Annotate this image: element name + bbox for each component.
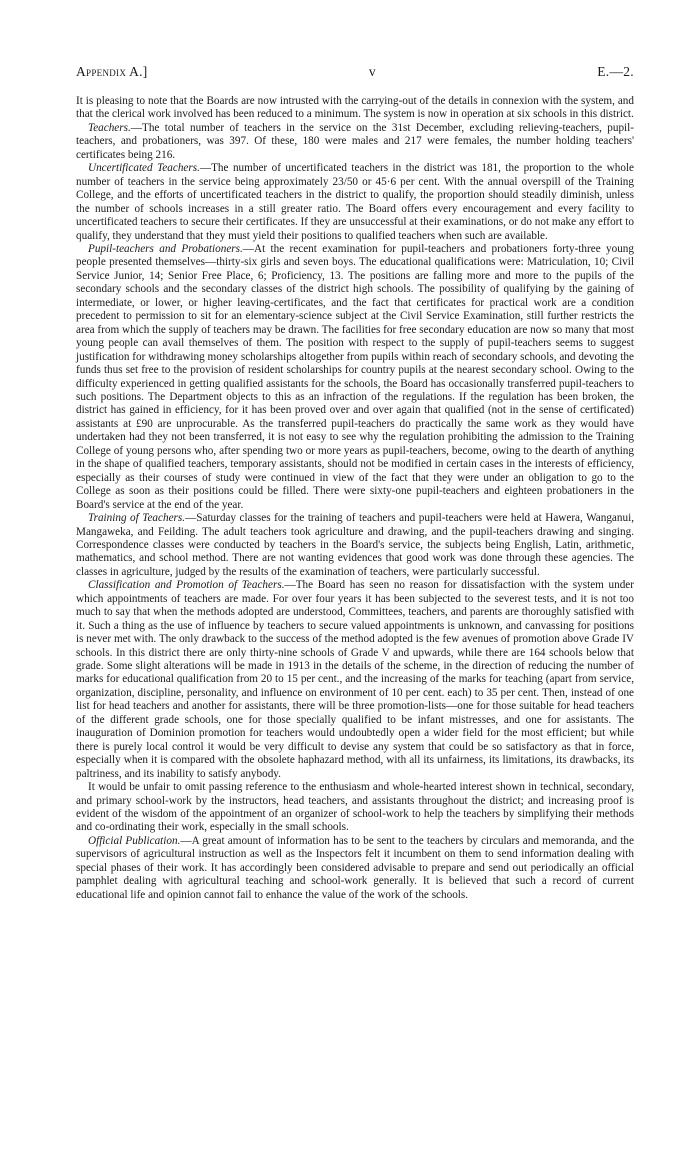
paragraph-text: —The total number of teachers in the service on the 31st December, excluding relieving-teachers, pupil-teachers, and probationers, was 397. Of these, 180 were males and 217 were females, the number holding teachers' certificates being 216. [76, 121, 634, 161]
paragraph-text: —At the recent examination for pupil-teachers and probationers forty-three young people presented themselves—thirty-six girls and seven boys. The educational qualifications were: Matriculation, 10; Civil Service Junior, 14; Senior Free Place, 6; Proficiency, 13. The positions are falling more and more to the pupils of the secondary schools and the secondary classes of the district high schools. The possibility of qualifying by the gaining of intermediate, or lower, or higher leaving-certificates, and the fact that certificates for practical work are a condition precedent to permission to sit for an elementary-science subject at the Civil Service Examination, still further restricts the area from which the supply of teachers may be drawn. The facilities for free secondary education are now so many that most young people can avail themselves of them. The position with respect to the supply of pupil-teachers seems to suggest justification for withdrawing money scholarships altogether from pupils within reach of secondary schools, and devoting the funds thus set free to the provision of resident scholarships for country pupils at the nearest secondary school. Owing to the difficulty experienced in getting qualified assistants for the schools, the Board has occasionally transferred pupil-teachers to such positions. The Department objects to this as an infraction of the regulations. If the regulation has been broken, the district has gained in efficiency, for it has been proved over and over again that qualified (not in the sense of certificated) assistants at £90 are unprocurable. As the transferred pupil-teachers do practically the same work as they would have undertaken had they not been transferred, it is not easy to see why the regulation prohibiting the admission to the Training College of young persons who, after spending two or more years as pupil-teachers, become, owing to the dearth of anything in the shape of qualified teachers, temporary assistants, should not be modified in certain cases in the interests of efficiency, especially as their courses of study were continued in view of the fact that they were under an obligation to go to the College as soon as their positions could be filled. There were sixty-one pupil-teachers and eighteen probationers in the Board's service at the end of the year. [76, 242, 634, 511]
paragraph [76, 512, 634, 579]
paragraph-text: It is pleasing to note that the Boards are now intrusted with the carrying-out of the details in connexion with the system, and that the clerical work involved has been reduced to a minimum. The system is now in operation at six schools in this district. [76, 95, 634, 121]
paragraph-text: —The number of uncertificated teachers in the district was 181, the proportion to the whole number of teachers in the service being approximately 23/50 or 45·6 per cent. With the annual overspill of the Training College, and the efforts of uncertificated teachers in the district to qualify, the proportion should steadily diminish, unless the number of schools increases in a still greater ratio. The Board offers every encouragement and every facility to uncertificated teachers to secure their certificates. If they are unsuccessful at their examinations, or do not make any effort to qualify, they understand that they must yield their positions to qualified teachers when such are available. [76, 162, 634, 242]
paragraph-text: It would be unfair to omit passing reference to the enthusiasm and whole-hearted interest shown in technical, secondary, and primary school-work by the instructors, head teachers, and assistants throughout the district; and increasing proof is evident of the wisdom of the appointment of an organizer of school-work to help the teachers by simplifying their methods and co-ordinating their work, especially in the small schools. [76, 781, 634, 834]
paragraph-heading: Training of Teachers. [88, 512, 186, 525]
body-text [76, 95, 634, 902]
paragraph [76, 781, 634, 835]
paragraph [76, 162, 634, 243]
running-header [76, 64, 634, 80]
paragraph-text: —Saturday classes for the training of teachers and pupil-teachers were held at Hawera, Wanganui, Mangaweka, and Feilding. The adult teachers took agriculture and drawing, and the pupil-teachers drawing and singing. Correspondence classes were conducted by teachers in the Board's service, the subjects being English, Latin, arithmetic, mathematics, and school method. There are not wanting evidences that good work was done through these agencies. The classes in agriculture, judged by the results of the examination of teachers, were particularly successful. [76, 512, 634, 578]
paragraph [76, 243, 634, 512]
header-document-code: E.—2. [597, 64, 634, 79]
paragraph [76, 122, 634, 162]
paragraph [76, 95, 634, 122]
header-page-number: v [368, 64, 376, 79]
paragraph-heading: Uncertificated Teachers. [88, 162, 200, 175]
paragraph [76, 579, 634, 781]
paragraph-heading: Teachers. [88, 121, 131, 134]
header-appendix-label: Appendix A.] [76, 64, 148, 79]
paragraph-text: —The Board has seen no reason for dissatisfaction with the system under which appointments of teachers are made. For over four years it has been subjected to the severest tests, and it is not too much to say that when the methods adopted are understood, Committees, teachers, and parents are thoroughly satisfied with it. Such a thing as the use of influence by teachers to secure valued appointments is unknown, and canvassing for positions is never met with. The only drawback to the success of the method adopted is the few avenues of promotion above Grade IV schools. In this district there are only thirty-nine schools of Grade V and upwards, while there are 164 schools below that grade. Some slight alterations will be made in 1913 in the details of the scheme, in the direction of reducing the number of marks for educational qualification from 20 to 15 per cent., and the increasing of the marks for teaching (apart from service, organization, discipline, personality, and influence on environment of 10 per cent. each) to 35 per cent. Then, instead of one list for head teachers and another for assistants, there will be three promotion-lists—one for those suitable for head teachers of the different grade schools, one for those specially qualified to be infant mistresses, and one for assistants. The inauguration of Dominion promotion for teachers would undoubtedly open a wider field for the most efficient; but while there is purely local control it would be very difficult to devise any system that could be so satisfactory as that in force, especially when it is compared with the obsolete haphazard method, with all its unfairness, its limitations, its drawbacks, its paltriness, and its inability to satisfy anybody. [76, 579, 634, 780]
paragraph-heading: Pupil-teachers and Probationers. [88, 242, 243, 255]
paragraph-heading: Classification and Promotion of Teachers. [88, 579, 285, 592]
paragraph-heading: Official Publication. [88, 834, 181, 847]
paragraph-text: —A great amount of information has to be sent to the teachers by circulars and memoranda, and the supervisors of agricultural instruction as well as the Inspectors felt it incumbent on them to send information dealing with special phases of their work. It has accordingly been considered advisable to prepare and send out periodically an official pamphlet dealing with agricultural teaching and school-work generally. It is believed that such a record of current educational life and opinion cannot fail to enhance the value of the work of the schools. [76, 834, 634, 901]
paragraph [76, 835, 634, 902]
